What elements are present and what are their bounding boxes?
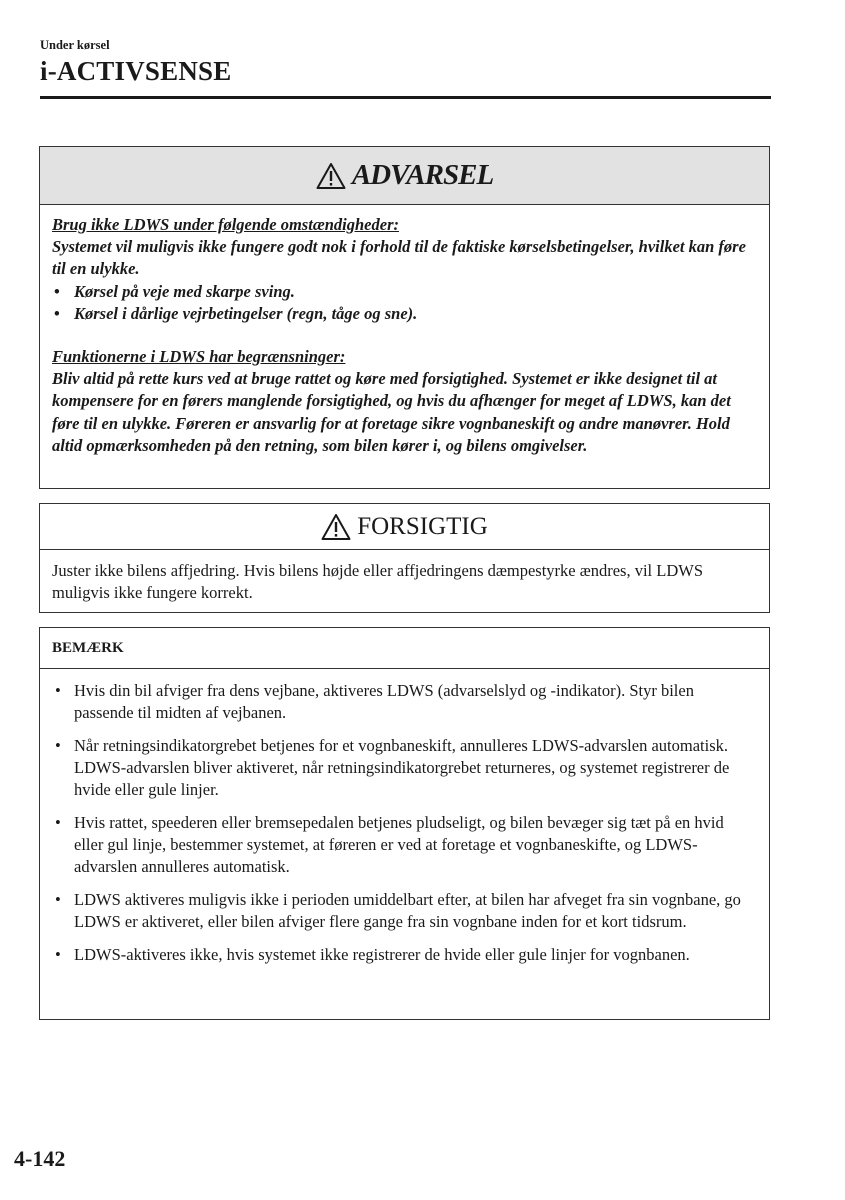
note-item: • LDWS-aktiveres ikke, hvis systemet ikke registrerer de hvide eller gule linjer for vognbanen. <box>52 944 757 966</box>
note-body <box>40 669 769 966</box>
title-rule <box>40 96 771 99</box>
note-item: • Når retningsindikatorgrebet betjenes for et vognbaneskift, annulleres LDWS-advarslen automatisk. LDWS-advarslen bliver aktiveret, når retningsindikatorgrebet returneres, og systemet registrerer de hvide eller gule linjer. <box>52 735 757 801</box>
warning-box <box>39 146 770 489</box>
warning-body <box>40 205 769 457</box>
page-number: 4-142 <box>14 1146 66 1171</box>
warning-bullet: • Kørsel på veje med skarpe sving. <box>52 281 757 303</box>
warning-bullet-list <box>52 281 757 325</box>
section-label: Under kørsel <box>40 38 110 52</box>
warning-subheading-1: Brug ikke LDWS under følgende omstændigheder: <box>52 215 399 234</box>
warning-heading: ADVARSEL <box>351 159 494 191</box>
warning-triangle-icon <box>316 162 346 190</box>
caution-text: Juster ikke bilens affjedring. Hvis bilens højde eller affjedringens dæmpestyrke ændres, vil LDWS muligvis ikke fungere korrekt. <box>52 561 704 602</box>
caution-heading: FORSIGTIG <box>357 512 488 540</box>
note-item: • Hvis rattet, speederen eller bremsepedalen betjenes pludseligt, og bilen bevæger sig tæt på en hvid eller gul linje, bestemmer systemet, at føreren er ved at foretage et vognbaneskifte, og LDWS-advarslen annulleres automatisk. <box>52 812 757 878</box>
caution-header <box>40 504 769 550</box>
caution-box <box>39 503 770 613</box>
note-item: • Hvis din bil afviger fra dens vejbane, aktiveres LDWS (advarselslyd og -indikator). Styr bilen passende til midten af vejbanen. <box>52 680 757 724</box>
note-item: • LDWS aktiveres muligvis ikke i perioden umiddelbart efter, at bilen har afveget fra sin vognbane, go LDWS er aktiveret, eller bilen afviger flere gange fra sin vognbane inden for et kort tidsrum. <box>52 889 757 933</box>
warning-triangle-icon <box>321 513 351 541</box>
warning-paragraph-1: Systemet vil muligvis ikke fungere godt nok i forhold til de faktiske kørselsbetingelser, hvilket kan føre til en ulykke. <box>52 237 746 279</box>
warning-subheading-2: Funktionerne i LDWS har begrænsninger: <box>52 347 346 367</box>
note-box <box>39 627 770 1020</box>
page-title: i-ACTIVSENSE <box>40 56 232 86</box>
note-list <box>52 680 757 966</box>
note-heading: BEMÆRK <box>40 628 769 669</box>
warning-paragraph-2: Bliv altid på rette kurs ved at bruge rattet og køre med forsigtighed. Systemet er ikke designet til at kompensere for en førers manglende forsigtighed, og hvis du afhænger for meget af LDWS, kan det føre til en ulykke. Føreren er ansvarlig for at foretage sikre vognbaneskift og andre manøvrer. Hold altid opmærksomheden på den retning, som bilen kører i, og bilens omgivelser. <box>52 369 731 455</box>
warning-header <box>40 147 769 205</box>
warning-bullet: • Kørsel i dårlige vejrbetingelser (regn, tåge og sne). <box>52 303 757 325</box>
